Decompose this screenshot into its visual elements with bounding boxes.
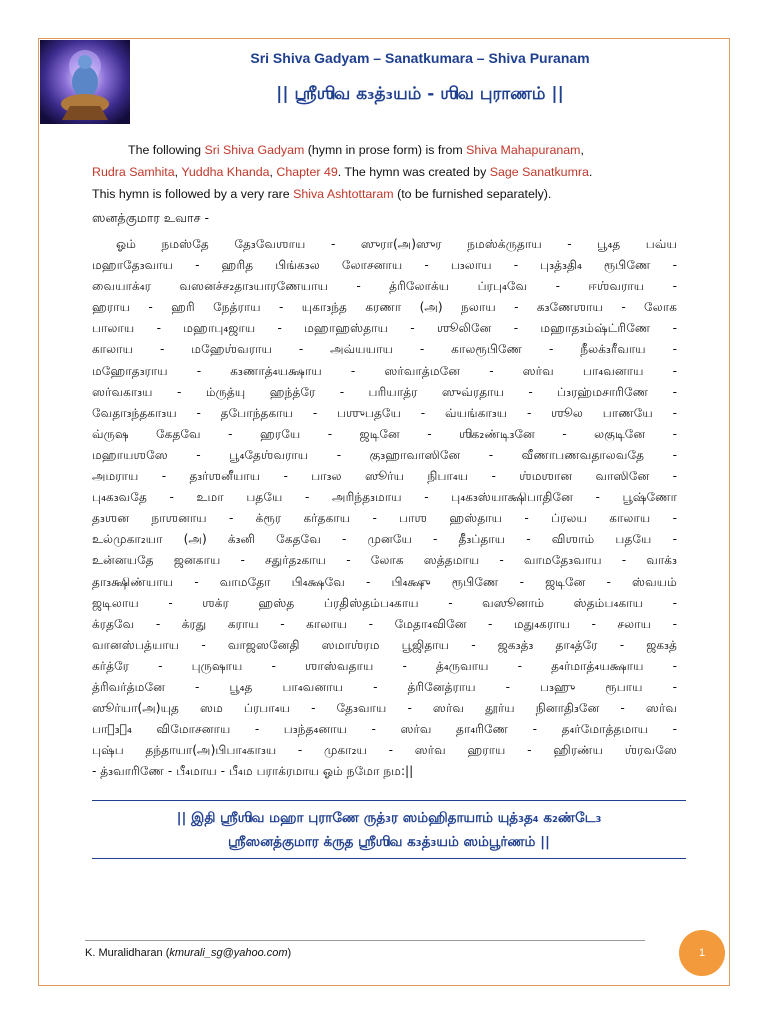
- verse-line: உல்முகா₂யா (அ) க்₃னி கேதவே - முனயே - தீ₃ப்தாய - விஶாம் பதயே -: [92, 532, 677, 547]
- intro-text: (to be furnished separately).: [393, 187, 552, 201]
- verse-line: ஹராய - ஹரி நேத்ராய - யுகா₃ந்த கரணா (அ) நலாய - க₃ணேஶாய - லோக: [92, 300, 677, 315]
- intro-text: .: [588, 165, 593, 179]
- verse-line: தா₃க்ஷிண்யாய - வாமதோ பி₄க்ஷவே - பி₄க்ஷு ரூபிணே - ஜடினே - ஸ்வயம்: [92, 574, 677, 589]
- verse-line: த்ரிவர்த்மனே - பூ₄த பா₄வனாய - த்ரினேத்ராய - ப₃ஹு ரூபாய -: [92, 679, 677, 694]
- footer-credit: [85, 947, 291, 959]
- verse-line: க்ரதவே - க்ரது கராய - காலாய - மேதா₄வினே - மது₄கராய - சலாய -: [92, 616, 677, 631]
- verse-line: மஹாயஶஸே - பூ₄தேஶ்வராய - கு₃ஹாவாஸினே - வீணாபணவதாலவதே -: [92, 447, 677, 462]
- intro-text: . The hymn was created by: [337, 165, 490, 179]
- closing-line: || இதி ஶ்ரீஶிவ மஹா புராணே ருத்₃ர ஸம்ஹிதாயாம் யுத்₃த₄ க₂ண்டே₃: [176, 810, 602, 826]
- page-number-badge: 1: [679, 930, 725, 976]
- intro-line: [92, 139, 682, 161]
- verse-line: வேதா₃ந்தகா₃ய - தபோந்தகாய - பஶுபதயே - வ்யங்கா₃ய - ஶூல பாணயே -: [92, 405, 677, 420]
- page-title: Sri Shiva Gadyam – Sanatkumara – Shiva Puranam: [250, 50, 590, 66]
- verse-line: பு₄க₃வதே - உமா பதயே - அரிந்த₃மாய - பு₄க₃ஸ்யாக்ஷிபாதினே - பூஷ்ணோ: [92, 490, 677, 505]
- intro-line: [92, 187, 551, 201]
- verse-line: காலாய - மஹேஶ்வராய - அவ்யயாய - காலரூபிணே - நீலக்₃ரீவாய -: [92, 342, 677, 357]
- verse-line: ஓம் நமஸ்தே தே₃வேஶாய - ஸுரா(அ)ஸுர நமஸ்க்ருதாய - பூ₄த பவ்ய: [116, 237, 677, 251]
- intro-text: ,: [580, 143, 584, 157]
- verse-line: புஷ்ப தந்தாயா(அ)பிபா₄கா₃ய - முகா₂ய - ஸர்வ ஹராய - ஹிரண்ய ஶ்ரவஸே: [92, 743, 677, 758]
- author-email-link[interactable]: kmurali_sg@yahoo.com: [169, 947, 288, 959]
- verse-line: மஹாதே₃வாய - ஹரித பிங்க₃ல லோசனாய - ப₃லாய - பு₃த்₃தி₄ ரூபிணே -: [92, 258, 677, 273]
- verse-line: அமராய - த₃ர்ஶனீயாய - பா₃ல ஸூர்ய நிபா₄ய - ஶ்மஶான வாஸினே -: [92, 469, 677, 484]
- highlight-text: Sage Sanatkumra: [489, 165, 589, 179]
- verse-line: - த்₃வாரிணே - பீ₄மாய - பீ₄ம பராக்ரமாய ஓம் நமோ நம:||: [92, 764, 414, 779]
- verse-line: வானஸ்பத்யாய - வாஜஸனேதி ஸமாஶ்ரம பூஜிதாய - ஜக₃த்₃ தா₄த்ரே - ஜக₃த்: [92, 637, 677, 652]
- closing-colophon: [92, 806, 686, 854]
- highlight-text: Rudra Samhita: [92, 165, 175, 179]
- verse-line: ஸூர்யா(அ)யுத ஸம ப்ரபா₄ய - தே₃வாய - ஸர்வ தூர்ய நினாதி₃னே - ஸர்வ: [92, 701, 677, 716]
- highlight-text: Shiva Mahapuranam: [466, 143, 581, 157]
- closing-line: ஶ்ரீஸனத்குமார க்ருத ஶ்ரீஶிவ க₃த்₃யம் ஸம்பூர்ணம் ||: [228, 834, 550, 850]
- intro-text: This hymn is followed by a very rare: [92, 187, 294, 201]
- verse-line: ஸர்வகா₃ய - ம்ருத்யு ஹந்த்ரே - பரியாத்ர ஸுவ்ரதாய - ப்₃ரஹ்மசாரிணே -: [92, 384, 677, 399]
- intro-line: [92, 165, 592, 179]
- intro-text: ,: [174, 165, 182, 179]
- footer-author: K. Muralidharan (: [85, 947, 170, 959]
- verse-line: மஹோத₃ராய - க₃ணாத்₄யக்ஷாய - ஸர்வாத்மனே - ஸர்வ பா₄வனாய -: [92, 363, 677, 378]
- highlight-text: Chapter 49: [276, 165, 338, 179]
- verse-line: பாலாய - மஹாபு₄ஜாய - மஹாஹஸ்தாய - ஶூலினே - மஹாத₃ம்ஷ்ட்ரிணே -: [92, 321, 677, 336]
- highlight-text: Sri Shiva Gadyam: [204, 143, 305, 157]
- verse-line: வையாக்₄ர வஸனச்ச₂தா₃யாரணேயாய - த்ரிலோக்ய ப்ரபு₄வே - ஈஶ்வராய -: [92, 279, 677, 294]
- footer-text: ): [287, 947, 292, 959]
- shiva-image: [40, 40, 130, 124]
- verse-line: பாத₃ா₄ விமோசனாய - ப₃ந்த₄னாய - ஸர்வ தா₄ரிணே - த₄ர்மோத்தமாய -: [92, 722, 677, 737]
- verse-line: உன்னயதே ஜனகாய - சதுர்த₂காய - லோக ஸத்தமாய - வாமதே₃வாய - வாக்₃: [92, 553, 677, 568]
- divider-bottom: [92, 858, 686, 859]
- speaker-line: ஸனத்குமார உவாச -: [92, 210, 209, 225]
- footer-divider: [85, 940, 645, 941]
- highlight-text: Shiva Ashtottaram: [293, 187, 394, 201]
- intro-text: The following: [128, 143, 205, 157]
- verse-body: [92, 234, 677, 782]
- verse-line: கர்த்ரே - புருஷாய - ஶாஸ்வதாய - த்₄ருவாய - த₄ர்மாத்₄யக்ஷாய -: [92, 658, 677, 673]
- verse-line: வ்ருஷ கேதவே - ஹரயே - ஜடினே - ஶிக₂ண்டி₃னே - லகுடினே -: [92, 426, 677, 441]
- verse-line: த₃ஶன நாஶனாய - க்ரூர கர்தகாய - பாஶ ஹஸ்தாய - ப்ரலய காலாய -: [92, 511, 677, 526]
- highlight-text: Yuddha Khanda: [181, 165, 270, 179]
- intro-text: ,: [269, 165, 277, 179]
- divider-top: [92, 800, 686, 801]
- page-subtitle: || ஶ்ரீஶிவ க₃த்₃யம் - ஶிவ புராணம் ||: [276, 84, 564, 104]
- intro-paragraph: [92, 139, 682, 205]
- verse-line: ஜடிலாய - ஶக்ர ஹஸ்த ப்ரதிஸ்தம்ப₄காய - வஸூனாம் ஸ்தம்ப₄காய -: [92, 595, 677, 610]
- intro-text: (hymn in prose form) is from: [304, 143, 467, 157]
